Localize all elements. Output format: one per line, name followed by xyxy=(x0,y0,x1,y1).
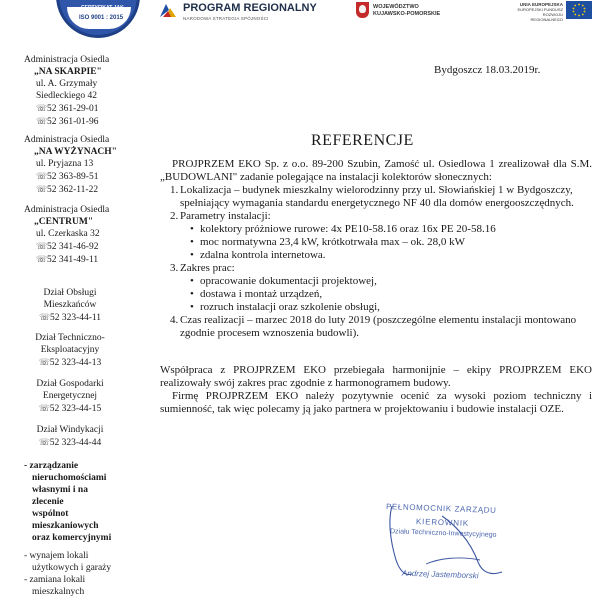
sublist-item: • kolektory próżniowe rurowe: 4x PE10-58.16 oraz 16x PE 20-58.16 xyxy=(190,223,496,235)
phone-icon: ☏ xyxy=(38,437,51,447)
stamp-title: KIEROWNIK xyxy=(415,517,470,528)
list-item-scope xyxy=(160,262,592,314)
service-line: użytkowych i garaży xyxy=(32,563,112,573)
phone-icon: ☏ xyxy=(36,171,48,181)
region-name-line2: KUJAWSKO-POMORSKIE xyxy=(373,11,441,17)
program-regionalny-title: PROGRAM REGIONALNY xyxy=(183,2,317,14)
admin-block-heading: Administracja Osiedla xyxy=(24,55,110,65)
voivodeship-crest-icon xyxy=(356,2,369,18)
region-name-line1: WOJEWÓDZTWO xyxy=(373,4,419,10)
phone-icon: ☏ xyxy=(38,357,51,367)
phone-icon: ☏ xyxy=(36,254,48,264)
service-line: zlecenie xyxy=(32,497,64,507)
sublist-item: • opracowanie dokumentacji projektowej, xyxy=(190,275,377,287)
department-name: Dział Gospodarki xyxy=(36,379,104,389)
eu-flag-icon xyxy=(566,1,592,19)
phone-number: ☏52 323-44-15 xyxy=(38,403,102,414)
phone-number: ☏52 323-44-44 xyxy=(38,437,102,448)
phone-icon: ☏ xyxy=(38,403,51,413)
phone-number: ☏52 341-46-92 xyxy=(36,241,99,252)
bullet-icon: • xyxy=(190,236,194,248)
eu-label-line2: EUROPEJSKI FUNDUSZ xyxy=(517,7,563,12)
list-number: 2. xyxy=(170,210,179,222)
list-item-text: Czas realizacji – marzec 2018 do luty 2019 (poszczególne elementu instalacji montowano zgodnie procesem wznoszenia budowli). xyxy=(180,314,577,339)
phone-number: ☏52 361-29-01 xyxy=(36,103,99,114)
service-line: nieruchomościami xyxy=(32,473,107,483)
admin-block-na-wyzynach xyxy=(24,134,117,196)
closing-paragraph-2: Firmę PROJPRZEM EKO należy pozytywnie ocenić za wysoki poziom techniczny i sumienność, tak więc polecamy ją jako partnera w projektowaniu i budowie instalacji OZE. xyxy=(160,390,592,415)
phone-number: ☏52 363-89-51 xyxy=(36,171,99,182)
official-stamp xyxy=(382,500,522,582)
list-item-timeline xyxy=(160,314,592,340)
phone-icon: ☏ xyxy=(36,116,48,126)
dept-obslugi-mieszkancow xyxy=(20,287,120,324)
sublist-item: • zdalna kontrola internetowa. xyxy=(190,249,326,261)
service-line: wspólnot xyxy=(32,509,69,519)
department-name: Dział Techniczno- xyxy=(35,333,105,343)
sublist-item: • dostawa i montaż urządzeń, xyxy=(190,288,323,300)
scope-sublist xyxy=(180,275,592,314)
sublist-item: • moc normatywna 23,4 kW, krótkotrwała max – ok. 28,0 kW xyxy=(190,236,466,248)
service-line: - zarządzanie xyxy=(24,461,79,471)
department-name: Mieszkańców xyxy=(43,300,97,310)
services-list-bold xyxy=(24,460,142,544)
stamp-department: Działu Techniczno-Inwestycyjnego xyxy=(389,528,497,539)
iso-certificate-logo xyxy=(56,0,140,38)
phone-icon: ☏ xyxy=(38,312,51,322)
eu-label-line3: ROZWOJU REGIONALNEGO xyxy=(530,12,563,22)
sublist-item: • rozruch instalacji oraz szkolenie obsługi, xyxy=(190,301,380,313)
list-number: 3. xyxy=(170,262,179,274)
list-item-text: Lokalizacja – budynek mieszkalny wielorodzinny przy ul. Słowiańskiej 1 w Bydgoszczy, spełniający wymagania standardu energetycznego NF 40 dla domów energooszczędnych. xyxy=(180,184,574,209)
admin-block-centrum xyxy=(24,204,109,266)
handwritten-signature-icon xyxy=(382,500,522,582)
department-name: Dział Windykacji xyxy=(36,425,104,435)
services-list-plain xyxy=(24,550,142,598)
iso-badge-standard: ISO 9001 : 2015 xyxy=(79,15,124,21)
department-name: Eksploatacyjny xyxy=(40,345,100,355)
contact-sidebar xyxy=(0,44,142,600)
service-line: mieszkalnych xyxy=(32,587,85,597)
address-line: ul. Czerkaska 32 xyxy=(36,229,100,239)
service-line: oraz komercyjnymi xyxy=(32,533,112,543)
list-item-location xyxy=(160,184,592,210)
intro-paragraph: PROJPRZEM EKO Sp. z o.o. 89-200 Szubin, Zamość ul. Osiedlowa 1 zrealizował dla S.M. „BUDOWLANI" zadanie polegające na instalacji kolektorów słonecznych: xyxy=(160,158,592,183)
closing-paragraph-1: Współpraca z PROJPRZEM EKO przebiegała harmonijnie – ekipy PROJPRZEM EKO realizowały swój zakres prac zgodnie z harmonogramem budowy. xyxy=(160,364,592,389)
stamp-signatory-name: Andrzej Jastemborski xyxy=(401,568,479,581)
parameters-sublist xyxy=(180,223,592,262)
european-funds-logo-icon xyxy=(158,2,178,19)
dept-techniczno-eksploatacyjny xyxy=(20,332,120,369)
eu-fund-label xyxy=(513,2,563,22)
list-item-text: Zakres prac: xyxy=(180,262,235,274)
eu-label-line1: UNIA EUROPEJSKA xyxy=(519,2,563,7)
estate-name: „NA SKARPIE" xyxy=(34,67,102,77)
admin-block-na-skarpie xyxy=(24,54,109,128)
list-number: 4. xyxy=(170,314,179,326)
bullet-icon: • xyxy=(190,288,194,300)
phone-number: ☏52 323-44-11 xyxy=(38,312,102,323)
page-header xyxy=(0,0,600,34)
department-name: Dział Obsługi xyxy=(43,288,97,298)
phone-icon: ☏ xyxy=(36,103,48,113)
phone-number: ☏52 341-49-11 xyxy=(36,254,99,265)
list-item-parameters xyxy=(160,210,592,262)
letter-body xyxy=(160,158,592,416)
phone-icon: ☏ xyxy=(36,184,48,194)
program-regionalny-subtitle: NARODOWA STRATEGIA SPÓJNOŚCI xyxy=(183,16,269,21)
service-line: mieszkaniowych xyxy=(32,521,99,531)
letter-date: Bydgoszcz 18.03.2019r. xyxy=(434,64,541,76)
work-details-list xyxy=(160,184,592,340)
department-name: Energetycznej xyxy=(42,391,98,401)
phone-number: ☏52 362-11-22 xyxy=(36,184,99,195)
service-line: - wynajem lokali xyxy=(24,551,89,561)
bullet-icon: • xyxy=(190,223,194,235)
admin-block-heading: Administracja Osiedla xyxy=(24,205,110,215)
list-item-text: Parametry instalacji: xyxy=(180,210,271,222)
dept-gospodarki-energetycznej xyxy=(20,378,120,415)
service-line: własnymi i na xyxy=(32,485,88,495)
stamp-role: PEŁNOMOCNIK ZARZĄDU xyxy=(385,502,497,515)
estate-name: „NA WYŻYNACH" xyxy=(34,147,117,157)
address-line: ul. A. Grzymały xyxy=(36,79,98,89)
admin-block-heading: Administracja Osiedla xyxy=(24,135,110,145)
phone-icon: ☏ xyxy=(36,241,48,251)
address-line: Siedleckiego 42 xyxy=(36,91,97,101)
bullet-icon: • xyxy=(190,275,194,287)
address-line: ul. Pryjazna 13 xyxy=(36,159,94,169)
phone-number: ☏52 323-44-13 xyxy=(38,357,102,368)
document-title: REFERENCJE xyxy=(311,132,414,149)
list-number: 1. xyxy=(170,184,179,196)
bullet-icon: • xyxy=(190,301,194,313)
iso-badge-text: CERTYFIKAT JAK. xyxy=(81,5,126,11)
service-line: - zamiana lokali xyxy=(24,575,86,585)
phone-number: ☏52 361-01-96 xyxy=(36,116,99,127)
dept-windykacji xyxy=(20,424,120,449)
estate-name: „CENTRUM" xyxy=(34,217,94,227)
bullet-icon: • xyxy=(190,249,194,261)
